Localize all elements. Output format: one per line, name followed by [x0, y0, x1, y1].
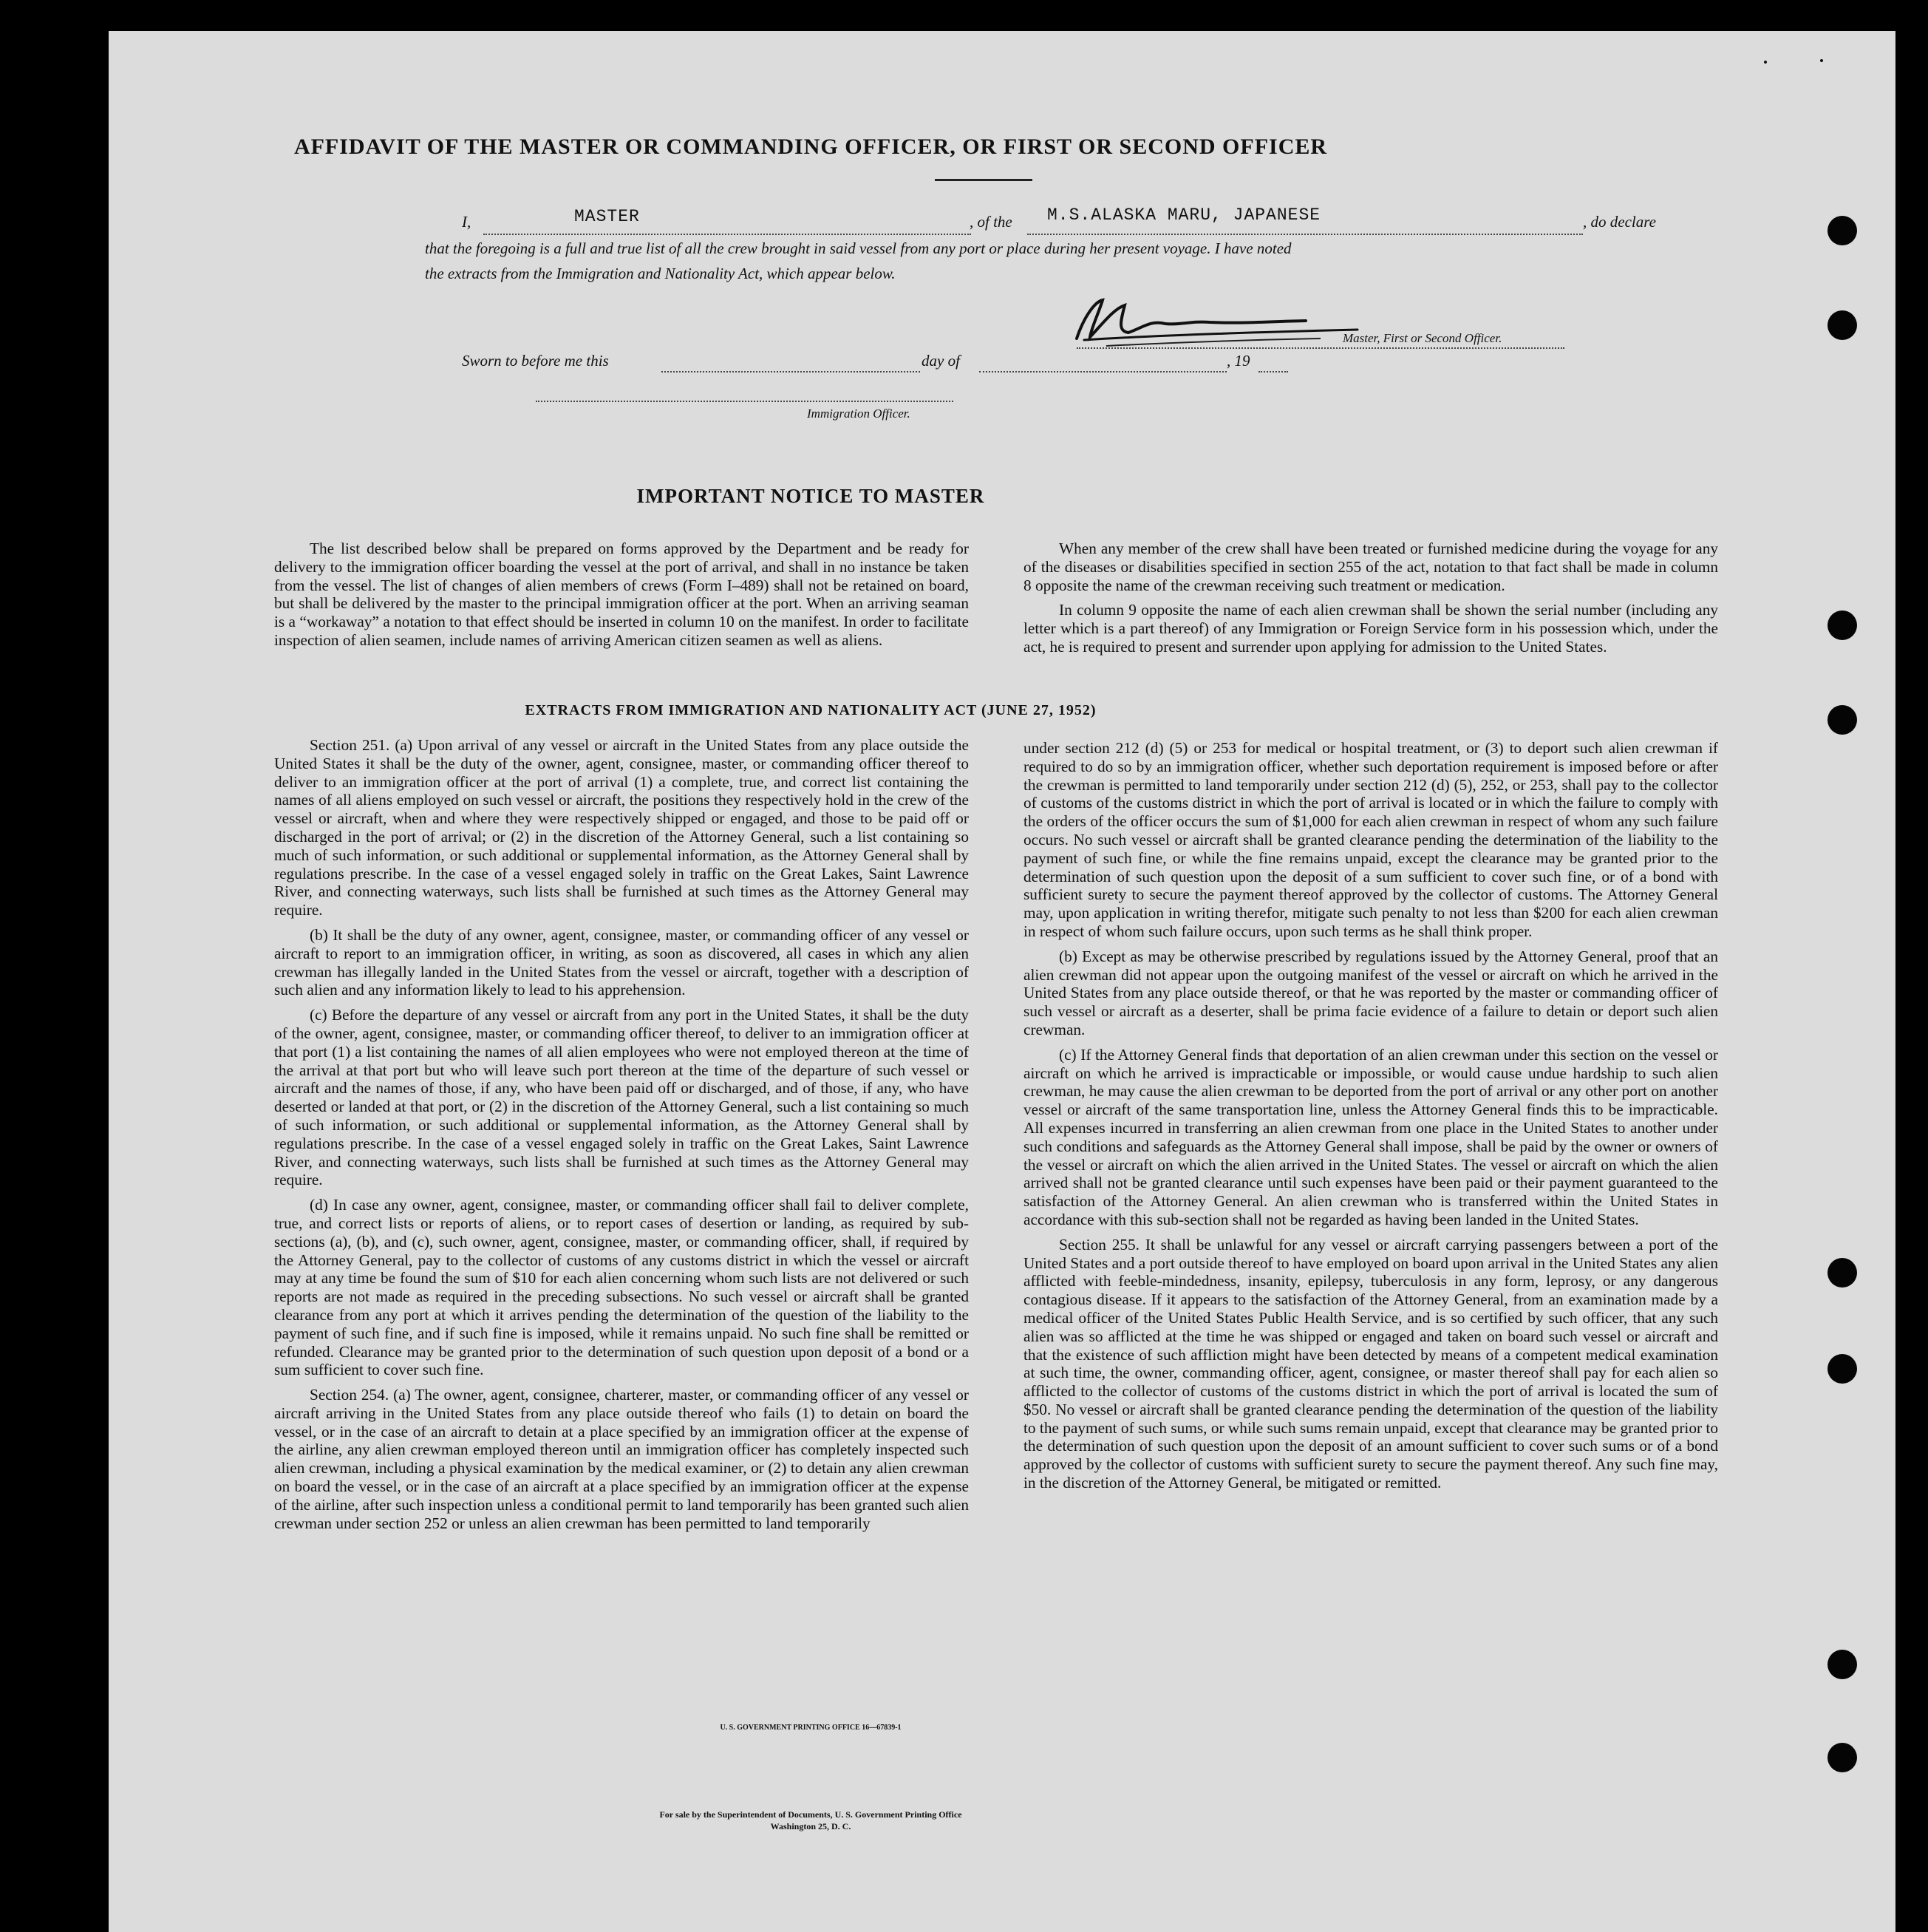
declaration-line-1: that the foregoing is a full and true list of all the crew brought in said vessel from any port or place during her present voyage. I have noted	[425, 239, 1292, 257]
notice-right-paragraph-2: In column 9 opposite the name of each alien crewman shall be shown the serial number (including any letter which is a part thereof) of any Immigration or Foreign Service form in his possession which, under the act, he is required to present and surrender upon applying for admission to the United States.	[1023, 601, 1718, 656]
of-the-label: , of the	[970, 213, 1012, 231]
declaration-line-2: the extracts from the Immigration and Nationality Act, which appear below.	[425, 265, 896, 282]
title-rule	[935, 179, 1032, 181]
sworn-month-field	[979, 361, 1227, 373]
notice-right-column	[1023, 540, 1718, 663]
section-255: Section 255. It shall be unlawful for any vessel or aircraft carrying passengers between a port of the United States and a port outside thereof to have employed on board upon arrival in the United States any alien afflicted with feeble-mindedness, insanity, epilepsy, tuberculosis in any form, leprosy, or any dangerous contagious disease. If it appears to the satisfaction of the Attorney General, from an examination made by a medical officer of the United States Public Health Service, and is so certified by such officer, that any such alien was so afflicted at the time he was shipped or engaged and taken on board such vessel or aircraft and that the existence of such affliction might have been detected by means of a competent medical examination at such time, the owner, commanding officer, agent, consignee, or master thereof shall pay for each alien so afflicted to the collector of customs of the customs district in which the port of arrival is located the sum of $50. No vessel or aircraft shall be granted clearance pending the determination of the question of the liability to the payment of such sums, or while such sums remain unpaid, except that clearance may be granted prior to the determination of such question upon the deposit of an amount sufficient to cover such sums or of a bond approved by the collector of customs with sufficient surety to secure the payment thereof. Any such fine may, in the discretion of the Attorney General, be mitigated or remitted.	[1023, 1235, 1718, 1492]
binder-hole	[1827, 1743, 1857, 1772]
officer-signature-line	[536, 401, 953, 402]
affidavit-title: AFFIDAVIT OF THE MASTER OR COMMANDING OFFICER, OR FIRST OR SECOND OFFICER	[293, 135, 1328, 159]
notice-title: IMPORTANT NOTICE TO MASTER	[636, 485, 985, 507]
signature-caption: Master, First or Second Officer.	[1343, 331, 1502, 345]
binder-hole	[1827, 1650, 1857, 1679]
sworn-day-field	[661, 361, 920, 373]
section-254-b: (b) Except as may be otherwise prescribed by regulations issued by the Attorney General, proof that an alien crewman did not appear upon the outgoing manifest of the vessel or aircraft on which he arrived in the United States from any place outside thereof, or that he was reported by the master or commanding officer of such vessel or aircraft as a deserter, shall be prima facie evidence of a failure to detain or deport such alien crewman.	[1023, 947, 1718, 1038]
scan-speck	[1764, 61, 1767, 64]
binder-hole	[1827, 1354, 1857, 1384]
extracts-left-column	[274, 736, 969, 1539]
binder-hole	[1827, 705, 1857, 735]
section-254-c: (c) If the Attorney General finds that deportation of an alien crewman under this section on the vessel or aircraft on which he arrived is impracticable or impossible, or would cause undue hardship to such alien crewman, he may cause the alien crewman to be deported from the port of arrival or any other port on another vessel or aircraft of the same transportation line, unless the Attorney General finds this to be impracticable. All expenses incurred in transferring an alien crewman from one place in the United States to another under such conditions and safeguards as the Attorney General shall impose, shall be paid by the owner or owners of the vessel or aircraft on which the alien arrived in the United States. The vessel or aircraft on which the alien arrived shall not be granted clearance until such expenses have been paid or their payment guaranteed to the satisfaction of the Attorney General. An alien crewman who is transferred within the United States in accordance with this sub-section shall not be regarded as having been landed in the United States.	[1023, 1045, 1718, 1228]
section-251-a: Section 251. (a) Upon arrival of any vessel or aircraft in the United States from any place outside the United States it shall be the duty of the owner, agent, consignee, master, or commanding officer thereof to deliver to an immigration officer at the port of arrival (1) a complete, true, and correct list containing the names of all aliens employed on such vessel or aircraft, the positions they respectively hold in the crew of the vessel or aircraft, when and where they were respectively shipped or engaged, and those to be paid off or discharged in the port of arrival; or (2) in the discretion of the Attorney General, such a list containing so much of such information, or such additional or supplemental information, as the Attorney General shall by regulations prescribe. In the case of a vessel engaged solely in traffic on the Great Lakes, Saint Lawrence River, and connecting waterways, such lists shall be furnished at such times as the Attorney General may require.	[274, 736, 969, 919]
signature-line	[1077, 347, 1564, 349]
scan-speck	[1820, 59, 1823, 62]
officer-caption: Immigration Officer.	[807, 407, 910, 421]
name-field	[483, 222, 971, 235]
do-declare-label: , do declare	[1583, 213, 1656, 231]
year-label: , 19	[1227, 352, 1250, 370]
i-label: I,	[462, 213, 471, 231]
binder-hole	[1827, 310, 1857, 340]
section-254-a: Section 254. (a) The owner, agent, consignee, charterer, master, or commanding officer of any vessel or aircraft arriving in the United States from any place outside thereof who fails (1) to detain on board the vessel, or in the case of an aircraft to detain at a place specified by an immigration officer at the expense of the airline, any alien crewman employed thereon until an immigration officer has completely inspected such alien crewman, including a physical examination by the medical examiner, or (2) to detain any alien crewman on board the vessel, or in the case of an aircraft at a place specified by an immigration officer at the expense of the airline, after such inspection unless a conditional permit to land temporarily has been granted such alien crewman under section 252 or unless an alien crewman has been permitted to land temporarily	[274, 1386, 969, 1532]
notice-left-column	[274, 540, 969, 656]
sworn-label: Sworn to before me this	[462, 352, 609, 370]
binder-hole	[1827, 1258, 1857, 1288]
extracts-right-column	[1023, 739, 1718, 1499]
binder-hole	[1827, 610, 1857, 640]
sworn-year-field	[1258, 361, 1288, 373]
notice-left-paragraph: The list described below shall be prepared on forms approved by the Department and be ready for delivery to the immigration officer boarding the vessel at the port of arrival, and shall in no instance be taken from the vessel. The list of changes of alien members of crews (Form I–489) shall not be retained on board, but shall be delivered by the master to the principal immigration officer at the port. When an arriving seaman is a “workaway” a notation to that effect should be inserted in column 10 on the manifest. In order to facilitate inspection of alien seamen, include names of arriving American citizen seamen as well as aliens.	[274, 540, 969, 649]
sale-line-1: For sale by the Superintendent of Documents, U. S. Government Printing Office	[659, 1809, 962, 1820]
name-value: MASTER	[574, 207, 640, 226]
gpo-imprint: U. S. GOVERNMENT PRINTING OFFICE 16—67839-1	[720, 1724, 902, 1732]
extracts-title: EXTRACTS FROM IMMIGRATION AND NATIONALITY ACT (JUNE 27, 1952)	[525, 702, 1097, 718]
notice-right-paragraph-1: When any member of the crew shall have been treated or furnished medicine during the voyage for any of the diseases or disabilities specified in section 255 of the act, notation to that fact shall be made in column 8 opposite the name of the crewman receiving such treatment or medication.	[1023, 540, 1718, 594]
vessel-value: M.S.ALASKA MARU, JAPANESE	[1047, 205, 1321, 225]
day-of-label: day of	[922, 352, 960, 370]
section-251-c: (c) Before the departure of any vessel or aircraft from any port in the United States, it shall be the duty of the owner, agent, consignee, master, or commanding officer thereof, to deliver to an immigration officer at that port (1) a list containing the names of all alien employees who were not employed thereon at the time of the arrival at that port but who will leave such port thereon at the time of the departure of such vessel or aircraft and the names of those, if any, who have been paid off or discharged, and of those, if any, who have deserted or landed at that port, or (2) in the discretion of the Attorney General, such a list containing so much of such information, or such additional or supplemental information, as the Attorney General shall by regulations prescribe. In the case of a vessel engaged solely in traffic on the Great Lakes, Saint Lawrence River, and connecting waterways, such lists shall be furnished at such times as the Attorney General may require.	[274, 1006, 969, 1189]
section-251-b: (b) It shall be the duty of any owner, agent, consignee, master, or commanding officer of any vessel or aircraft to report to an immigration officer, in writing, as soon as discovered, all cases in which any alien crewman has illegally landed in the United States from the vessel or aircraft, together with a description of such alien and any information likely to lead to his apprehension.	[274, 925, 969, 999]
document-page	[109, 31, 1895, 1932]
master-signature	[1062, 287, 1372, 353]
section-254-a-continued: under section 212 (d) (5) or 253 for medical or hospital treatment, or (3) to deport such alien crewman if required to do so by an immigration officer, whether such deportation requirement is imposed before or after the crewman is permitted to land temporarily under section 212 (d) (5), 252, or 253, shall pay to the collector of customs of the customs district in which the port of arrival is located or in which the failure to comply with the orders of the officer occurs the sum of $1,000 for each alien crewman in respect of whom any such failure occurs. No such vessel or aircraft shall be granted clearance pending the determination of the liability to the payment of such fine, or while the fine remains unpaid, except the clearance may be granted prior to the determination of such question upon the deposit of a sum sufficient to cover such fine, or of a bond with sufficient surety to secure the payment thereof approved by the collector of customs. The Attorney General may, upon application in writing therefor, mitigate such penalty to not less than $200 for each alien crewman in respect of whom such failure occurs, upon such terms as he shall think proper.	[1023, 739, 1718, 940]
sale-line-2: Washington 25, D. C.	[770, 1821, 851, 1831]
binder-hole	[1827, 216, 1857, 245]
section-251-d: (d) In case any owner, agent, consignee, master, or commanding officer shall fail to deliver complete, true, and correct lists or reports of aliens, or to report cases of desertion or landing, as required by sub-sections (a), (b), and (c), such owner, agent, consignee, master, or commanding officer, shall, if required by the Attorney General, pay to the collector of customs of any customs district in which the vessel or aircraft may at any time be found the sum of $10 for each alien concerning whom such lists are not delivered or such reports are not made as required in the preceding subsections. No such vessel or aircraft shall be granted clearance from any port at which it arrives pending the determination of the question of the liability to the payment of such fine, and if such fine is imposed, while it remains unpaid. No such fine shall be remitted or refunded. Clearance may be granted prior to the determination of such question upon deposit of a bond or a sum sufficient to cover such fine.	[274, 1196, 969, 1379]
